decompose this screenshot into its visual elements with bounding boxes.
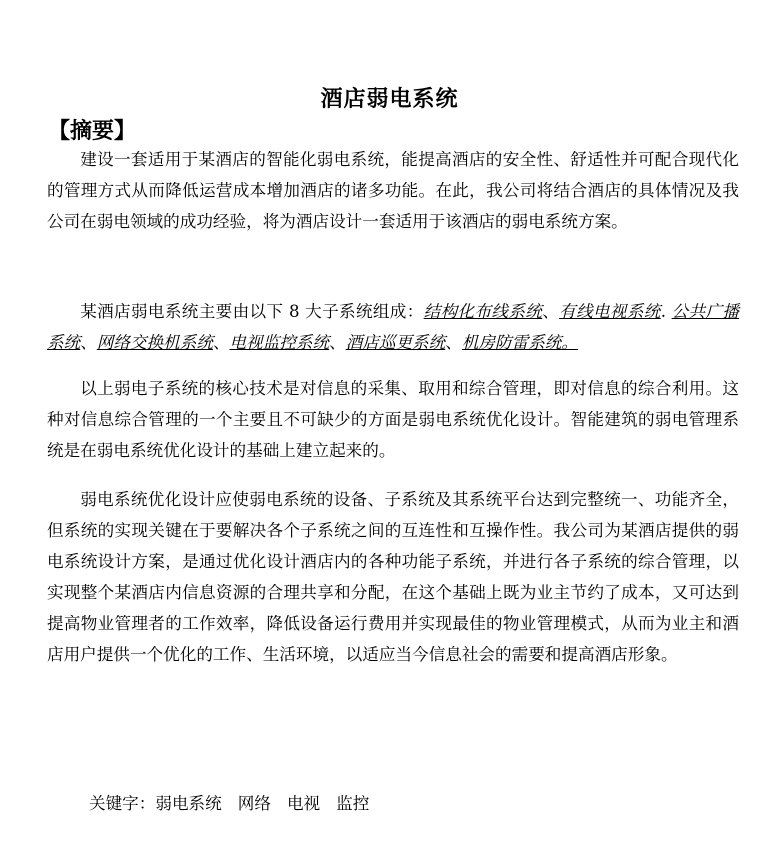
subsystem-cctv-monitoring: 电视监控系统	[229, 333, 330, 352]
abstract-paragraph-4: 弱电系统优化设计应使弱电系统的设备、子系统及其系统平台达到完整统一、功能齐全，但系统的实现关键在于要解决各个子系统之间的互连性和互操作性。我公司为某酒店提供的弱电系统设计方案，是通过优化设计酒店内的各种功能子系统，并进行各子系统的综合管理，以实现整个某酒店内信息资源的合理共享和分配，在这个基础上既为业主节约了成本，又可达到提高物业管理者的工作效率，降低设备运行费用并实现最佳的物业管理模式，从而为业主和酒店用户提供一个优化的工作、生活环境，以适应当今信息社会的需要和提高酒店形象。	[47, 490, 739, 664]
subsystem-public-broadcast: 公共广播系统	[47, 302, 740, 352]
paragraph-2-intro: 某酒店弱电系统主要由以下 8 大子系统组成：	[80, 302, 424, 321]
separator: 、	[542, 302, 560, 321]
keywords-label: 关键字：	[89, 794, 156, 813]
subsystem-structured-cabling: 结构化布线系统	[423, 302, 543, 321]
abstract-paragraph-2	[47, 296, 739, 358]
separator: 、	[212, 333, 230, 352]
subsystem-lightning-protection: 机房防雷系统	[461, 333, 562, 352]
abstract-heading: 【摘要】	[48, 119, 137, 144]
subsystem-hotel-patrol: 酒店巡更系统	[345, 333, 446, 352]
separator: 、	[329, 333, 346, 352]
keyword: 网络	[237, 794, 271, 813]
keyword: 弱电系统	[155, 794, 222, 813]
abstract-paragraph-3: 以上弱电子系统的核心技术是对信息的采集、取用和综合管理，即对信息的综合利用。这种对信息综合管理的一个主要且不可缺少的方面是弱电系统优化设计。智能建筑的弱电管理系统是在弱电系统优化设计的基础上建立起来的。	[47, 379, 739, 460]
subsystem-network-switch: 网络交换机系统	[96, 333, 213, 352]
keyword: 监控	[336, 794, 370, 813]
separator: 、	[80, 333, 97, 352]
subsystem-cable-tv: 有线电视系统	[559, 302, 661, 321]
separator: .	[660, 302, 672, 321]
paragraph-2-end: 。	[561, 333, 578, 352]
separator: 、	[445, 333, 462, 352]
keywords-line	[89, 788, 385, 819]
abstract-paragraph-1: 建设一套适用于某酒店的智能化弱电系统，能提高酒店的安全性、舒适性并可配合现代化的管理方式从而降低运营成本增加酒店的诸多功能。在此，我公司将结合酒店的具体情况及我公司在弱电领域的成功经验，将为酒店设计一套适用于该酒店的弱电系统方案。	[47, 150, 739, 231]
document-title: 酒店弱电系统	[320, 87, 459, 112]
keyword: 电视	[286, 794, 321, 813]
